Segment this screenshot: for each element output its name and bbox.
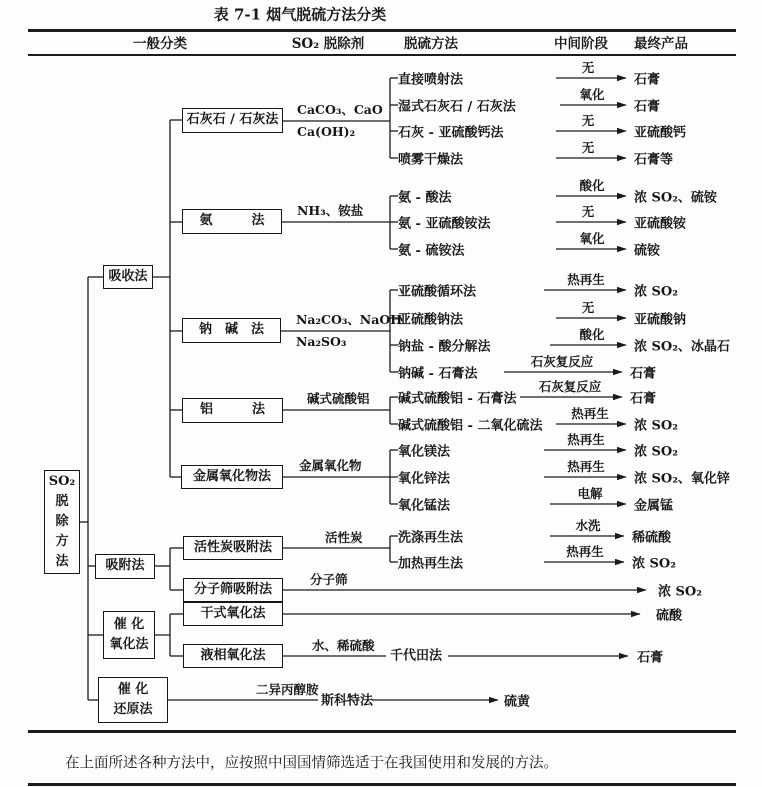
intermediate-stage-label: 热再生 — [566, 544, 604, 559]
agent-label-caoh2: Ca(OH)₂ — [297, 124, 356, 139]
agent-label-na2so3: Na₂SO₃ — [296, 334, 347, 349]
intermediate-stage-label: 氧化 — [579, 87, 605, 102]
category-node-adsorption: 吸附法 — [95, 554, 155, 579]
intermediate-stage-label: 无 — [581, 204, 595, 219]
final-product-label: 硫铵 — [634, 243, 661, 259]
agent-label-metal-oxide: 金属氧化物 — [299, 458, 362, 473]
agent-label-diisopropanolamine: 二异丙醇胺 — [256, 682, 319, 697]
intermediate-stage-label: 热再生 — [567, 432, 605, 447]
catalytic-oxidation-line1: 催 化 — [113, 617, 145, 632]
root-line-char1: 脱 — [55, 494, 69, 509]
header-rule — [28, 54, 736, 56]
method-node-activated-carbon-adsorption: 活性炭吸附法 — [183, 536, 283, 560]
column-header-final-product: 最终产品 — [634, 36, 688, 52]
method-label: 钠盐 - 酸分解法 — [398, 339, 491, 355]
final-product-label: 硫黄 — [504, 694, 531, 710]
method-label: 氧化锌法 — [398, 471, 451, 487]
column-header-desulfurization-method: 脱硫方法 — [404, 36, 458, 52]
method-node-liquid-phase-oxidation: 液相氧化法 — [183, 644, 283, 668]
method-node-molecular-sieve-adsorption: 分子筛吸附法 — [183, 578, 283, 602]
method-label: 氨 - 硫铵法 — [398, 243, 465, 259]
column-header-general-classification: 一般分类 — [133, 36, 187, 52]
intermediate-stage-label: 无 — [581, 140, 595, 155]
final-product-label: 浓 SO₂ — [632, 556, 676, 572]
method-node-limestone-lime: 石灰石 / 石灰法 — [182, 108, 283, 133]
category-node-absorption: 吸收法 — [103, 265, 153, 289]
method-label: 氨 - 亚硫酸铵法 — [398, 216, 491, 232]
agent-label-water-dilute-sulfuric-acid: 水、稀硫酸 — [312, 638, 375, 653]
final-product-label: 石膏 — [637, 650, 664, 666]
intermediate-stage-label: 热再生 — [571, 406, 609, 421]
final-product-label: 亚硫酸钠 — [634, 312, 687, 328]
method-label-scot-process: 斯科特法 — [321, 693, 374, 709]
footer-sentence: 在上面所述各种方法中，应按照中国国情筛选适于在我国使用和发展的方法。 — [65, 755, 558, 772]
agent-label-caco3-cao: CaCO₃、CaO — [297, 102, 383, 117]
final-product-label: 硫酸 — [656, 608, 683, 624]
method-node-dry-oxidation: 干式氧化法 — [183, 602, 283, 626]
method-label: 碱式硫酸铝 - 二氧化硫法 — [398, 418, 543, 434]
agent-label-molecular-sieve: 分子筛 — [310, 572, 348, 587]
intermediate-stage-label: 酸化 — [579, 178, 605, 193]
final-product-label: 浓 SO₂、氧化锌 — [634, 471, 730, 487]
method-node-ammonia: 氨 法 — [182, 209, 282, 234]
method-node-aluminum: 铝 法 — [182, 398, 283, 423]
method-label: 亚硫酸钠法 — [398, 312, 464, 328]
root-node-so2-removal-methods — [44, 470, 80, 574]
catalytic-reduction-line2: 还原法 — [113, 702, 153, 717]
intermediate-stage-label: 电解 — [577, 486, 603, 501]
method-node-soda-alkali: 钠 碱 法 — [182, 318, 281, 343]
method-label: 碱式硫酸铝 - 石膏法 — [398, 391, 517, 407]
page-bottom-rule — [28, 783, 736, 786]
method-label: 喷雾干燥法 — [398, 152, 464, 168]
final-product-label: 浓 SO₂、冰晶石 — [634, 339, 730, 355]
agent-label-na2co3-naoh: Na₂CO₃、NaOH — [296, 312, 403, 327]
intermediate-stage-label: 石灰复反应 — [538, 379, 602, 394]
method-label: 氧化锰法 — [398, 498, 451, 514]
final-product-label: 浓 SO₂ — [634, 444, 678, 460]
final-product-label: 浓 SO₂、硫铵 — [634, 190, 717, 206]
method-label: 氨 - 酸法 — [398, 190, 452, 206]
root-line-so2: SO₂ — [48, 474, 76, 489]
catalytic-oxidation-line2: 氧化法 — [109, 637, 149, 652]
table-bottom-rule — [28, 730, 736, 733]
intermediate-stage-label: 无 — [581, 113, 595, 128]
method-label: 直接喷射法 — [398, 72, 464, 88]
final-product-label: 浓 SO₂ — [634, 284, 678, 300]
final-product-label: 石膏 — [630, 366, 657, 382]
intermediate-stage-label: 无 — [581, 300, 595, 315]
column-header-so2-removal-agent: SO₂ 脱除剂 — [291, 36, 365, 52]
catalytic-reduction-line1: 催 化 — [117, 682, 149, 697]
method-label: 亚硫酸循环法 — [398, 284, 477, 300]
method-label-chiyoda-process: 千代田法 — [390, 648, 443, 664]
agent-label-activated-carbon: 活性炭 — [325, 530, 363, 545]
final-product-label: 石膏 — [630, 391, 657, 407]
final-product-label: 浓 SO₂ — [658, 584, 702, 600]
root-line-char2: 除 — [55, 514, 69, 529]
final-product-label: 浓 SO₂ — [634, 418, 678, 434]
method-node-metal-oxide: 金属氧化物法 — [181, 465, 283, 489]
column-header-intermediate-stage: 中间阶段 — [554, 36, 608, 52]
method-label: 氧化镁法 — [398, 444, 451, 460]
method-label: 石灰 - 亚硫酸钙法 — [398, 125, 504, 141]
intermediate-stage-label: 热再生 — [567, 272, 605, 287]
intermediate-stage-label: 石灰复反应 — [530, 354, 594, 369]
intermediate-stage-label: 水洗 — [575, 518, 601, 533]
root-line-char4: 法 — [55, 554, 69, 569]
final-product-label: 稀硫酸 — [632, 530, 672, 546]
intermediate-stage-label: 热再生 — [567, 459, 605, 474]
final-product-label: 石膏等 — [634, 152, 674, 168]
method-label: 洗涤再生法 — [398, 530, 464, 546]
root-line-char3: 方 — [55, 534, 69, 549]
intermediate-stage-label: 酸化 — [579, 327, 605, 342]
final-product-label: 石膏 — [634, 99, 661, 115]
final-product-label: 亚硫酸钙 — [634, 125, 687, 141]
method-label: 湿式石灰石 / 石灰法 — [398, 99, 516, 115]
method-label: 钠碱 - 石膏法 — [398, 366, 478, 382]
agent-label-basic-aluminum-sulfate: 碱式硫酸铝 — [307, 391, 370, 406]
intermediate-stage-label: 氧化 — [579, 231, 605, 246]
final-product-label: 亚硫酸铵 — [634, 216, 687, 232]
final-product-label: 金属锰 — [634, 498, 674, 514]
table-title: 表 7-1 烟气脱硫方法分类 — [213, 5, 387, 24]
method-label: 加热再生法 — [398, 556, 464, 572]
final-product-label: 石膏 — [634, 72, 661, 88]
category-node-catalytic-reduction — [98, 677, 168, 723]
intermediate-stage-label: 无 — [581, 60, 595, 75]
agent-label-nh3-ammonium-salt: NH₃、铵盐 — [297, 203, 364, 218]
category-node-catalytic-oxidation — [103, 611, 155, 659]
